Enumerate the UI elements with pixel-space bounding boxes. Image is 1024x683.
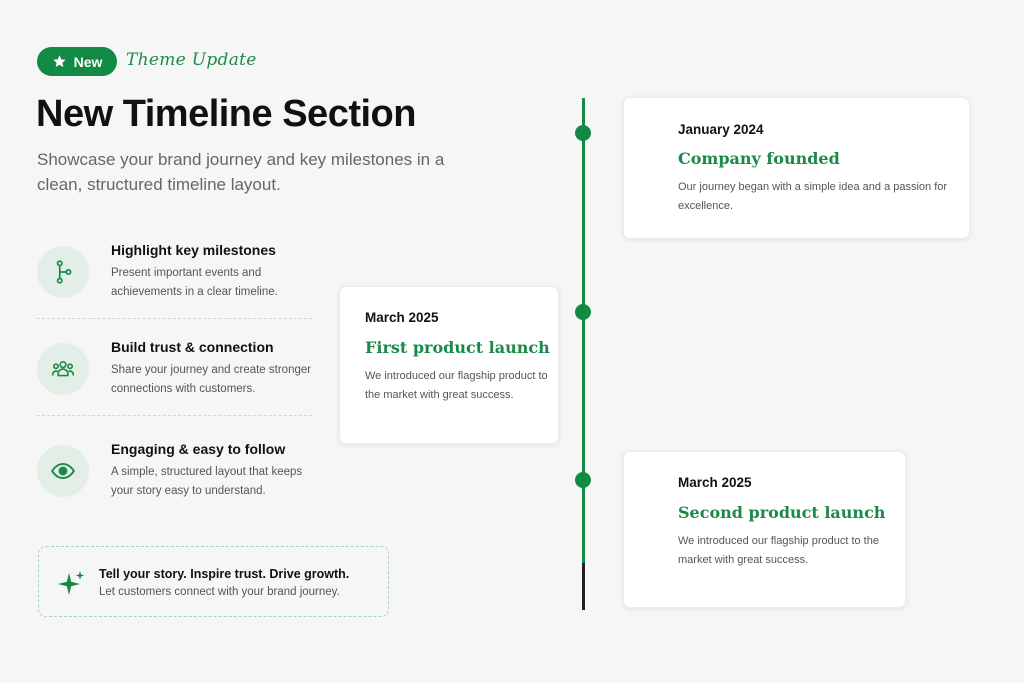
timeline-card xyxy=(623,451,906,608)
cta-desc: Let customers connect with your brand journey. xyxy=(99,586,340,598)
feature-title: Build trust & connection xyxy=(111,339,274,355)
card-title: Company founded xyxy=(678,149,840,168)
star-icon xyxy=(52,54,67,69)
card-desc: We introduced our flagship product to the market with great success. xyxy=(365,370,548,401)
badge-label: New xyxy=(73,53,103,70)
card-title: Second product launch xyxy=(678,503,886,522)
new-badge xyxy=(37,47,117,76)
feature-icon-circle xyxy=(37,246,89,298)
timeline-dot xyxy=(575,472,591,488)
feature-desc: A simple, structured layout that keeps your story easy to understand. xyxy=(111,466,303,497)
timeline-card xyxy=(339,286,559,444)
card-title: First product launch xyxy=(365,338,550,357)
feature-icon-circle xyxy=(37,445,89,497)
timeline-dot xyxy=(575,125,591,141)
feature-desc: Share your journey and create stronger connections with customers. xyxy=(111,364,312,395)
eye-icon xyxy=(50,458,76,484)
page-title: New Timeline Section xyxy=(36,93,416,135)
theme-update-label: Theme Update xyxy=(126,50,257,70)
card-date: March 2025 xyxy=(365,310,439,325)
feature-item-milestones xyxy=(37,242,312,298)
feature-desc: Present important events and achievements in a clear timeline. xyxy=(111,267,278,298)
card-date: January 2024 xyxy=(678,122,764,137)
divider xyxy=(37,415,312,416)
timeline-line-end xyxy=(582,563,585,610)
page-subtitle: Showcase your brand journey and key milestones in a clean, structured timeline layout. xyxy=(37,150,445,194)
feature-item-engaging xyxy=(37,441,312,497)
users-group-icon xyxy=(50,356,76,382)
cta-box xyxy=(38,546,389,617)
feature-title: Highlight key milestones xyxy=(111,242,276,258)
card-desc: Our journey began with a simple idea and a passion for excellence. xyxy=(678,181,948,212)
divider xyxy=(37,318,312,319)
timeline-card xyxy=(623,97,970,239)
milestone-branch-icon xyxy=(50,259,76,285)
feature-item-trust xyxy=(37,339,312,395)
feature-title: Engaging & easy to follow xyxy=(111,441,286,457)
card-desc: We introduced our flagship product to the market with great success. xyxy=(678,535,879,566)
timeline-dot xyxy=(575,304,591,320)
sparkle-icon xyxy=(57,569,87,599)
cta-title: Tell your story. Inspire trust. Drive growth. xyxy=(99,567,350,581)
card-date: March 2025 xyxy=(678,475,752,490)
feature-icon-circle xyxy=(37,343,89,395)
timeline-line xyxy=(582,98,585,563)
